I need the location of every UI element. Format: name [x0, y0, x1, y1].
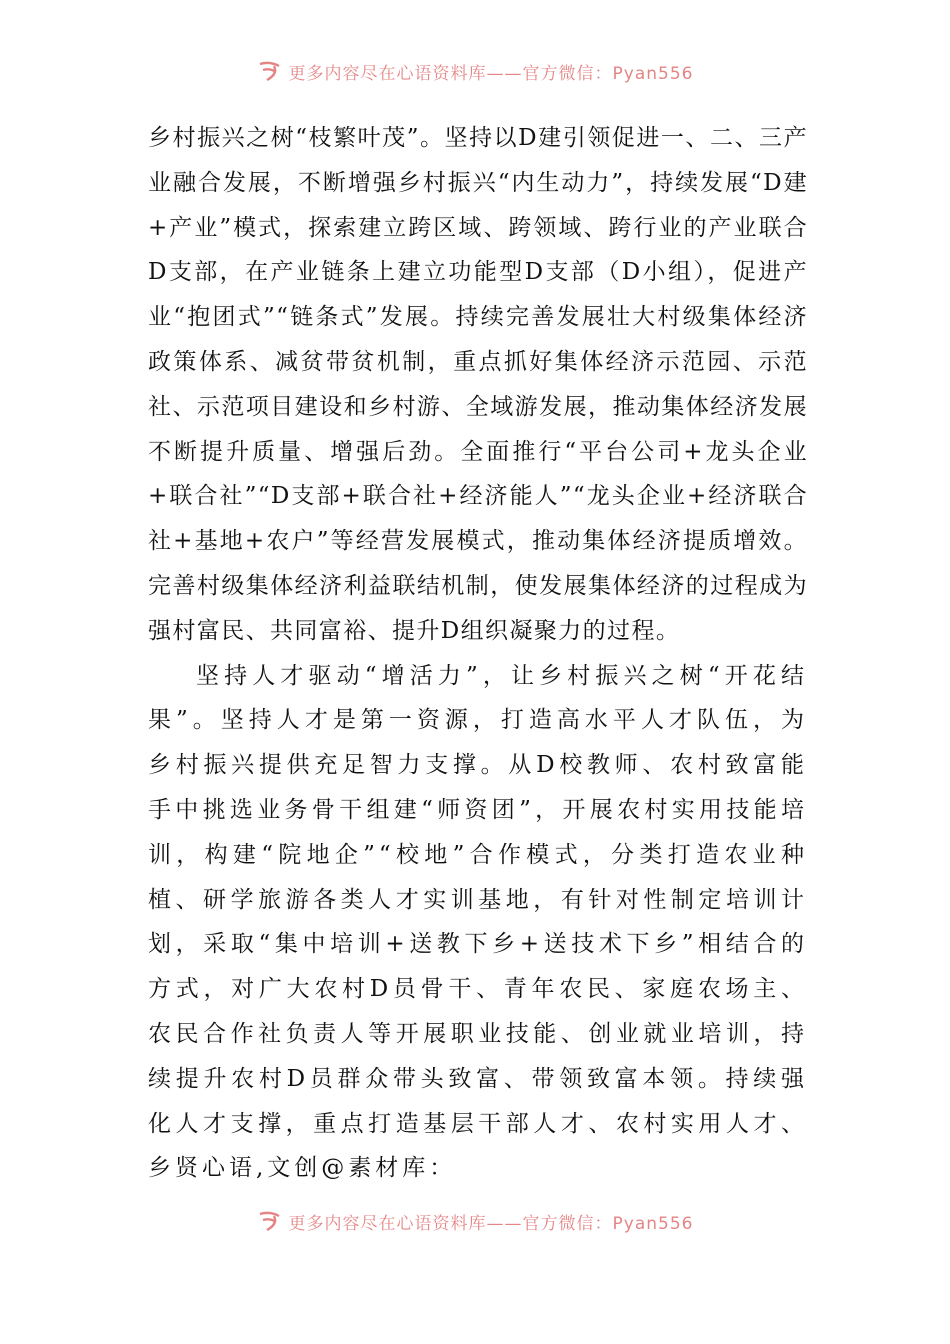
brand-logo-icon: [257, 1210, 283, 1232]
watermark-text: 更多内容尽在心语资料库——官方微信：Pyan556: [288, 63, 694, 84]
watermark-header: [0, 56, 950, 86]
watermark-text: 更多内容尽在心语资料库——官方微信：Pyan556: [288, 1213, 694, 1234]
paragraph: 坚持人才驱动“增活力”，让乡村振兴之树“开花结果”。坚持人才是第一资源，打造高水平人才队伍，为乡村振兴提供充足智力支撑。从D校教师、农村致富能手中挑选业务骨干组建“师资团”，开展农村实用技能培训，构建“院地企”“校地”合作模式，分类打造农业种植、研学旅游各类人才实训基地，有针对性制定培训计划，采取“集中培训+送教下乡+送技术下乡”相结合的方式，对广大农村D员骨干、青年农民、家庭农场主、农民合作社负责人等开展职业技能、创业就业培训，持续提升农村D员群众带头致富、带领致富本领。持续强化人才支撑，重点打造基层干部人才、农村实用人才、乡贤心语,文创@素材库：: [148, 662, 808, 1182]
brand-logo-icon: [257, 60, 283, 82]
paragraph: 乡村振兴之树“枝繁叶茂”。坚持以D建引领促进一、二、三产业融合发展，不断增强乡村振兴“内生动力”，持续发展“D建+产业”模式，探索建立跨区域、跨领域、跨行业的产业联合D支部，在产业链条上建立功能型D支部（D小组），促进产业“抱团式”“链条式”发展。持续完善发展壮大村级集体经济政策体系、减贫带贫机制，重点抓好集体经济示范园、示范社、示范项目建设和乡村游、全域游发展，推动集体经济发展不断提升质量、增强后劲。全面推行“平台公司+龙头企业+联合社”“D支部+联合社+经济能人”“龙头企业+经济联合社+基地+农户”等经营发展模式，推动集体经济提质增效。完善村级集体经济利益联结机制，使发展集体经济的过程成为强村富民、共同富裕、提升D组织凝聚力的过程。: [148, 125, 808, 644]
watermark-footer: [0, 1206, 950, 1236]
document-body: [148, 116, 808, 1191]
